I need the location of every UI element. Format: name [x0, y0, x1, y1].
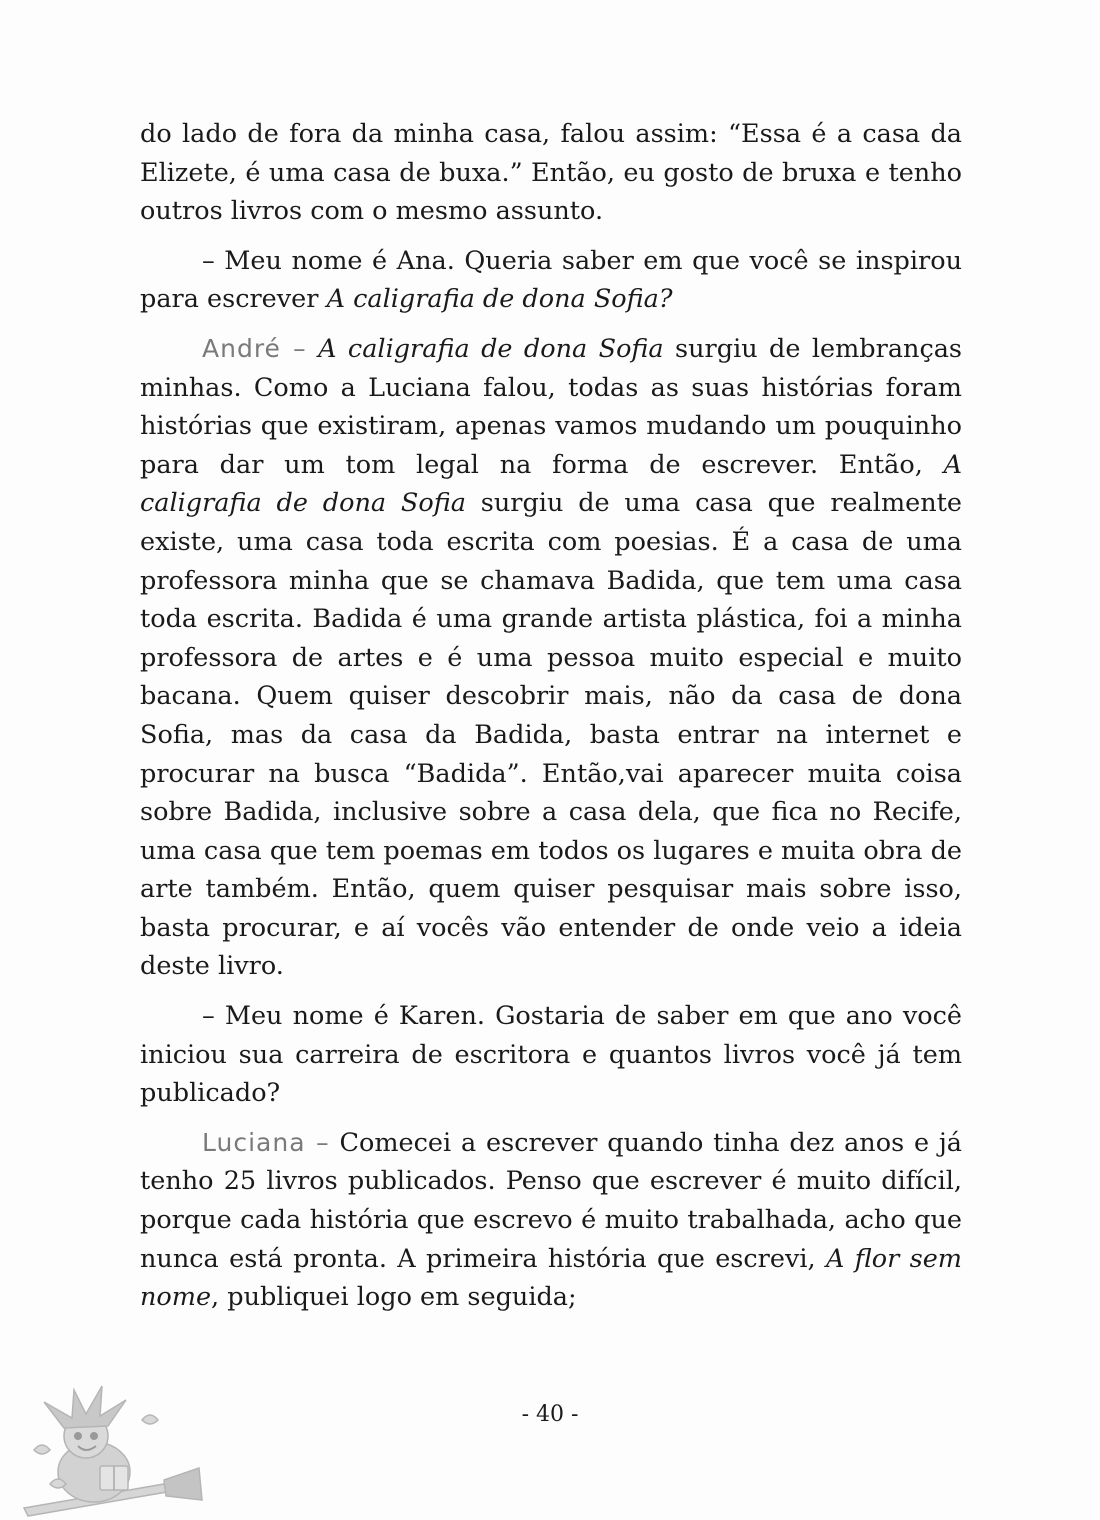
witch-character-illustration	[14, 1380, 204, 1520]
book-title: A caligrafia de dona Sofia	[140, 449, 962, 519]
body-text	[140, 115, 962, 1328]
book-title: A caligrafia de dona Sofia?	[326, 284, 673, 315]
paragraph-question-karen: – Meu nome é Karen. Gostaria de saber em que ano você iniciou sua carreira de escritora e quantos livros você já tem publicado?	[140, 1001, 962, 1109]
book-title: A flor sem nome	[140, 1243, 962, 1313]
page-number: - 40 -	[521, 1402, 579, 1427]
speaker-label: André –	[202, 333, 307, 363]
paragraph-continuation: do lado de fora da minha casa, falou assim: “Essa é a casa da Elizete, é uma casa de buxa.” Então, eu gosto de bruxa e tenho outros livros com o mesmo assunto.	[140, 119, 962, 227]
paragraph-answer-andre: André – A caligrafia de dona Sofia surgiu de lembranças minhas. Como a Luciana falou, todas as suas histórias foram histórias que existiram, apenas vamos mudando um pouquinho para dar um tom legal na forma de escrever. Então, A caligrafia de dona Sofia surgiu de uma casa que realmente existe, uma casa toda escrita com poesias. É a casa de uma professora minha que se chamava Badida, que tem uma casa toda escrita. Badida é uma grande artista plástica, foi a minha professora de artes e é uma pessoa muito especial e muito bacana. Quem quiser descobrir mais, não da casa de dona Sofia, mas da casa da Badida, basta entrar na internet e procurar na busca “Badida”. Então,vai aparecer muita coisa sobre Badida, inclusive sobre a casa dela, que fica no Recife, uma casa que tem poemas em todos os lugares e muita obra de arte também. Então, quem quiser pesquisar mais sobre isso, basta procurar, e aí vocês vão entender de onde veio a ideia deste livro.	[140, 333, 963, 982]
speaker-label: Luciana –	[202, 1127, 330, 1157]
paragraph-answer-luciana: Luciana – Comecei a escrever quando tinha dez anos e já tenho 25 livros publicados. Penso que escrever é muito difícil, porque cada história que escrevo é muito trabalhada, acho que nunca está pronta. A primeira história que escrevi, A flor sem nome, publiquei logo em seguida;	[140, 1127, 962, 1313]
book-title: A caligrafia de dona Sofia	[318, 333, 664, 364]
paragraph-question-ana: – Meu nome é Ana. Queria saber em que você se inspirou para escrever A caligrafia de dona Sofia?	[140, 245, 962, 315]
